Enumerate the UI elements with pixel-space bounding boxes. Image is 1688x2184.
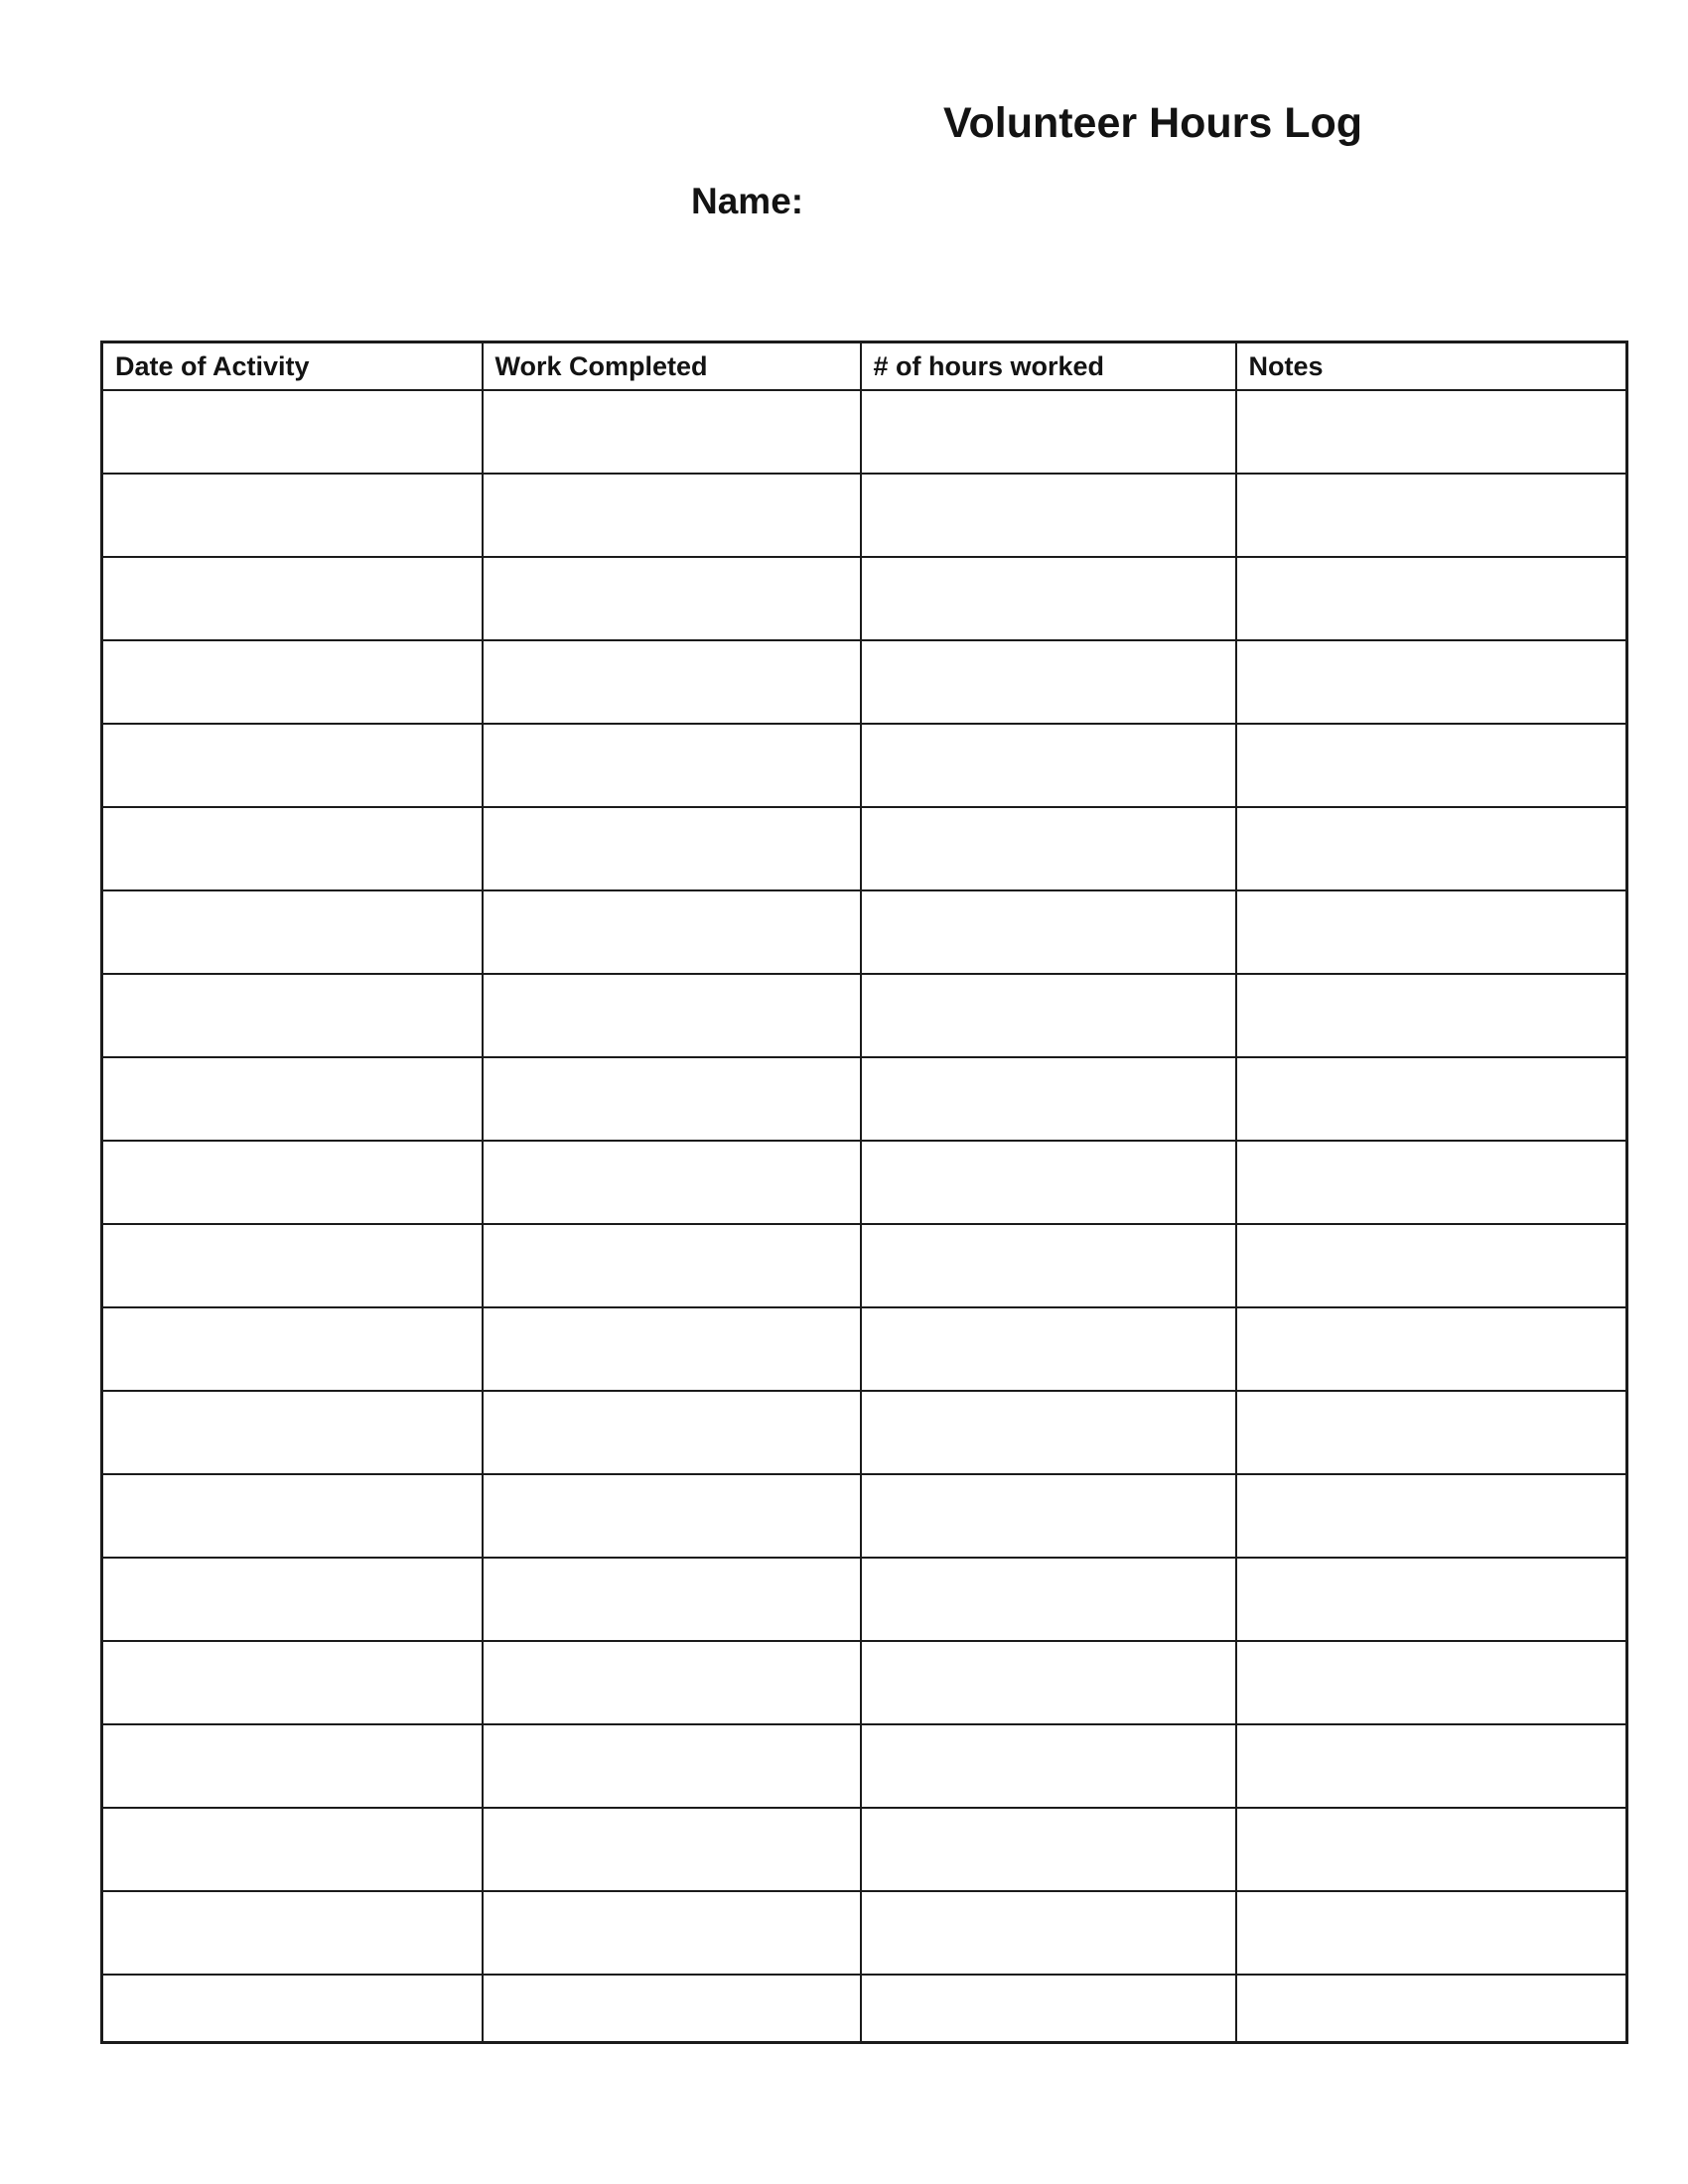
table-cell[interactable] [102,1391,483,1474]
table-cell[interactable] [861,557,1236,640]
table-cell[interactable] [483,1558,861,1641]
name-label: Name: [691,181,804,221]
table-row [102,390,1627,474]
table-cell[interactable] [861,1641,1236,1724]
table-cell[interactable] [1236,1057,1627,1141]
table-cell[interactable] [102,1224,483,1307]
table-cell[interactable] [861,1724,1236,1808]
header-row [102,342,1627,391]
table-cell[interactable] [1236,1891,1627,1975]
table-header [102,342,1627,391]
table-cell[interactable] [861,474,1236,557]
table-cell[interactable] [483,1307,861,1391]
table-cell[interactable] [1236,1391,1627,1474]
table-cell[interactable] [102,1808,483,1891]
table-body [102,390,1627,2043]
table-row [102,1224,1627,1307]
table-row [102,1808,1627,1891]
column-header-notes: Notes [1236,342,1627,391]
table-cell[interactable] [861,1975,1236,2043]
table-cell[interactable] [1236,974,1627,1057]
table-cell[interactable] [483,1724,861,1808]
table-cell[interactable] [483,1224,861,1307]
table-row [102,1307,1627,1391]
table-cell[interactable] [1236,640,1627,724]
table-cell[interactable] [483,974,861,1057]
table-cell[interactable] [1236,1141,1627,1224]
table-cell[interactable] [1236,890,1627,974]
table-row [102,1141,1627,1224]
table-cell[interactable] [861,1474,1236,1558]
table-cell[interactable] [102,1307,483,1391]
column-header-date-of-activity: Date of Activity [102,342,483,391]
table-cell[interactable] [861,1307,1236,1391]
table-cell[interactable] [102,1641,483,1724]
table-cell[interactable] [861,1891,1236,1975]
table-cell[interactable] [861,974,1236,1057]
table-cell[interactable] [861,1558,1236,1641]
table-cell[interactable] [1236,557,1627,640]
table-cell[interactable] [483,1808,861,1891]
table-row [102,1474,1627,1558]
table-cell[interactable] [102,474,483,557]
table-cell[interactable] [1236,807,1627,890]
table-cell[interactable] [861,724,1236,807]
column-header-work-completed: Work Completed [483,342,861,391]
table-row [102,557,1627,640]
table-cell[interactable] [861,1057,1236,1141]
table-cell[interactable] [102,1141,483,1224]
table-cell[interactable] [1236,1558,1627,1641]
table-cell[interactable] [1236,1224,1627,1307]
table-cell[interactable] [483,640,861,724]
table-cell[interactable] [102,1057,483,1141]
table-cell[interactable] [102,890,483,974]
table-row [102,474,1627,557]
table-cell[interactable] [102,640,483,724]
table-cell[interactable] [483,1641,861,1724]
table-cell[interactable] [1236,474,1627,557]
table-cell[interactable] [102,1474,483,1558]
table-cell[interactable] [102,1724,483,1808]
table-cell[interactable] [1236,390,1627,474]
table-row [102,1641,1627,1724]
table-cell[interactable] [483,724,861,807]
table-cell[interactable] [102,724,483,807]
table-cell[interactable] [102,557,483,640]
table-cell[interactable] [1236,1641,1627,1724]
table-cell[interactable] [102,1975,483,2043]
table-cell[interactable] [483,1141,861,1224]
table-cell[interactable] [1236,1975,1627,2043]
table-cell[interactable] [861,807,1236,890]
table-cell[interactable] [861,1141,1236,1224]
table-row [102,974,1627,1057]
table-cell[interactable] [1236,1724,1627,1808]
page-title: Volunteer Hours Log [943,99,1363,147]
table-cell[interactable] [483,474,861,557]
table-cell[interactable] [102,390,483,474]
table-cell[interactable] [861,640,1236,724]
table-row [102,1558,1627,1641]
table-row [102,1891,1627,1975]
table-row [102,724,1627,807]
table-cell[interactable] [483,1057,861,1141]
table-cell[interactable] [861,1391,1236,1474]
table-row [102,807,1627,890]
table-cell[interactable] [1236,1307,1627,1391]
table-row [102,1724,1627,1808]
table-cell[interactable] [483,557,861,640]
table-row [102,1391,1627,1474]
table-cell[interactable] [483,1391,861,1474]
volunteer-hours-table [100,341,1628,2044]
table-cell[interactable] [102,1558,483,1641]
table-cell[interactable] [1236,724,1627,807]
table-cell[interactable] [1236,1474,1627,1558]
table-cell[interactable] [861,1808,1236,1891]
table-cell[interactable] [102,1891,483,1975]
table-cell[interactable] [483,1474,861,1558]
table-cell[interactable] [483,807,861,890]
table-cell[interactable] [483,1975,861,2043]
table-cell[interactable] [483,890,861,974]
table-row [102,1975,1627,2043]
table-cell[interactable] [483,1891,861,1975]
table-cell[interactable] [483,390,861,474]
table-cell[interactable] [861,390,1236,474]
table-cell[interactable] [1236,1808,1627,1891]
table-cell[interactable] [861,1224,1236,1307]
column-header-hours-worked: # of hours worked [861,342,1236,391]
table-cell[interactable] [861,890,1236,974]
table-row [102,640,1627,724]
table-row [102,890,1627,974]
table-row [102,1057,1627,1141]
table-cell[interactable] [102,807,483,890]
table-cell[interactable] [102,974,483,1057]
